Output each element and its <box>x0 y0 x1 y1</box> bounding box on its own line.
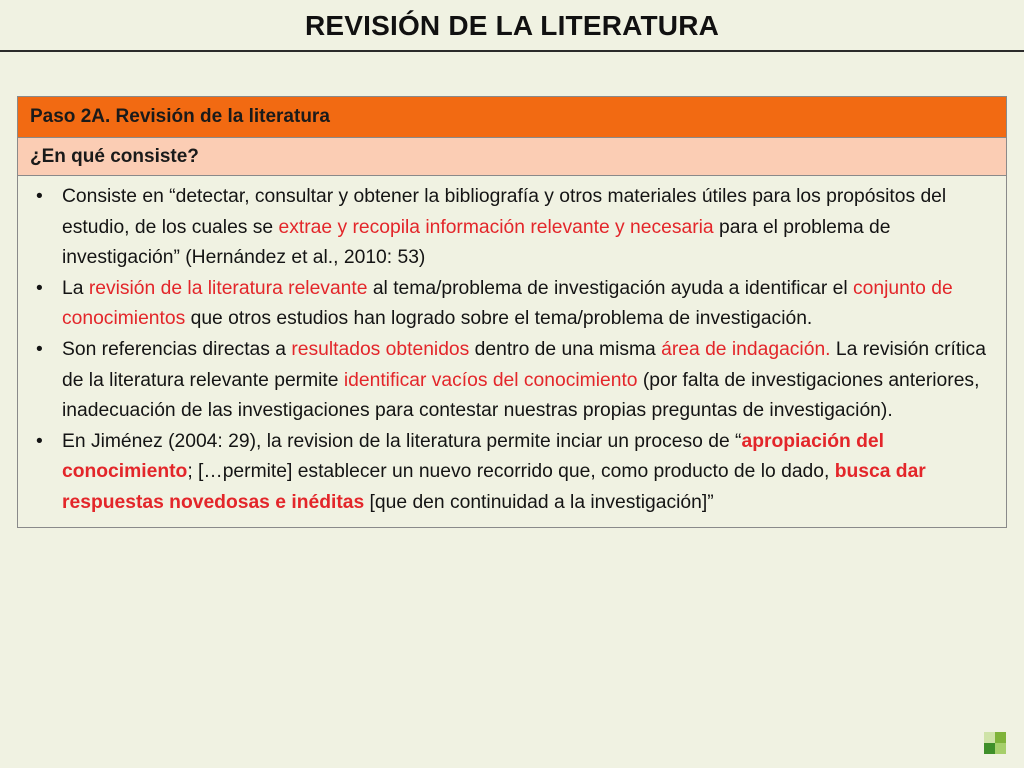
highlighted-text: apropiación del conocimiento <box>62 430 884 483</box>
bullet-item <box>30 182 988 274</box>
highlighted-text: identificar vacíos del conocimiento <box>343 369 638 391</box>
logo-icon <box>984 732 1006 754</box>
table-subheader: ¿En qué consiste? <box>18 138 1006 176</box>
bullet-text: que otros estudios han logrado sobre el tema/problema de investigación. <box>185 308 813 330</box>
highlighted-text: conjunto de conocimientos <box>62 277 953 330</box>
highlighted-text: área de indagación. <box>661 338 831 360</box>
bullet-marker: • <box>36 277 43 299</box>
highlighted-text: extrae y recopila información relevante y necesaria <box>278 216 714 238</box>
bullet-marker: • <box>36 338 43 360</box>
content-table <box>17 96 1007 528</box>
bullet-text: La <box>62 277 89 299</box>
bullet-item <box>30 335 988 427</box>
table-body <box>18 176 1006 527</box>
bullet-marker: • <box>36 186 43 207</box>
bullet-marker: • <box>36 430 43 452</box>
bullet-text: (por falta de investigaciones anteriores, inadecuación de las investigaciones para contestar nuestras propias preguntas de investigación). <box>62 369 980 422</box>
bullet-text: para el problema de investigación” (Hernández et al., 2010: 53) <box>62 216 891 269</box>
bullet-list <box>30 182 988 519</box>
bullet-text: ; […permite] establecer un nuevo recorrido que, como producto de lo dado, <box>187 461 835 483</box>
bullet-text: al tema/problema de investigación ayuda a identificar el <box>367 277 853 299</box>
bullet-text: La revisión crítica de la literatura relevante permite <box>62 338 986 391</box>
bullet-text: dentro de una misma <box>469 338 662 360</box>
highlighted-text: busca dar respuestas novedosas e inéditas <box>62 461 926 513</box>
bullet-text: En Jiménez (2004: 29), la revision de la literatura permite inciar un proceso de “ <box>62 430 742 452</box>
highlighted-text: resultados obtenidos <box>291 338 470 360</box>
title-divider <box>0 50 1024 52</box>
slide-title: REVISIÓN DE LA LITERATURA <box>304 10 720 41</box>
bullet-text: [que den continuidad a la investigación]” <box>364 491 714 513</box>
table-header: Paso 2A. Revisión de la literatura <box>18 97 1006 138</box>
bullet-text: Son referencias directas a <box>62 338 292 360</box>
bullet-item <box>30 427 988 519</box>
highlighted-text: revisión de la literatura relevante <box>88 277 368 299</box>
bullet-text: Consiste en “detectar, consultar y obtener la bibliografía y otros materiales útiles para los propósitos del estudio, de los cuales se <box>62 186 947 238</box>
bullet-item <box>30 274 988 335</box>
